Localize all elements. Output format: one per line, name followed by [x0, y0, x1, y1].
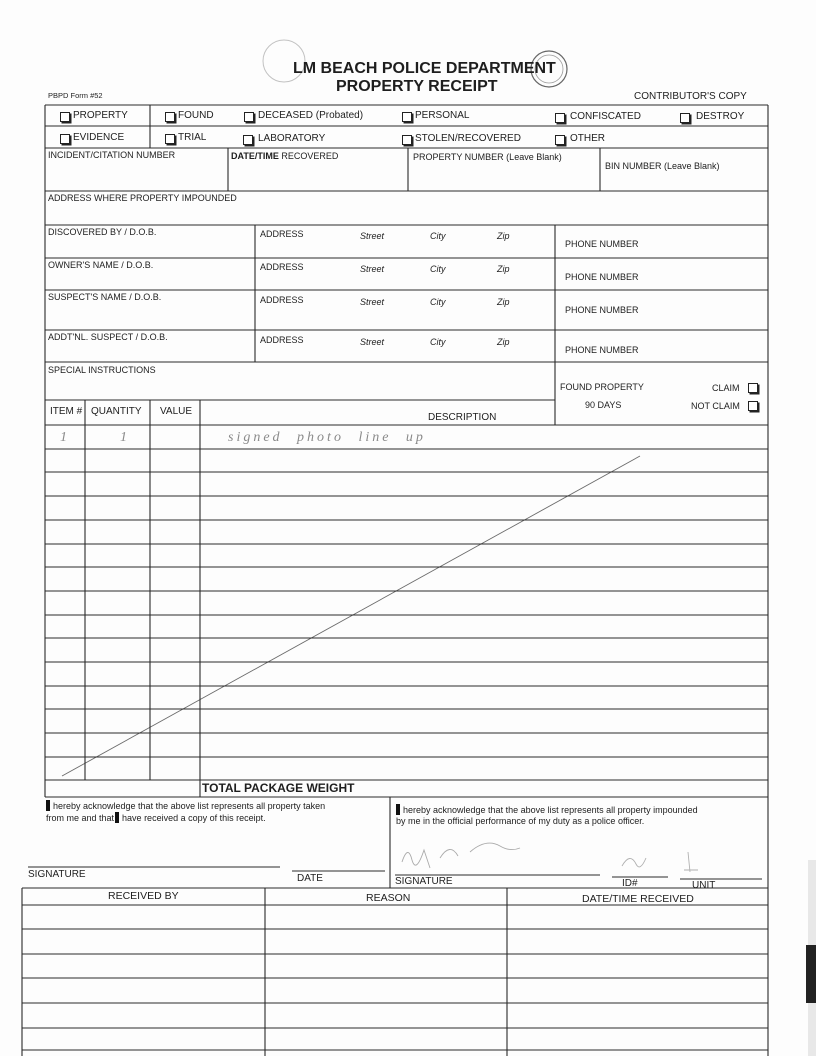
- item-number-header: ITEM #: [50, 406, 83, 417]
- personal-checkbox: [402, 112, 412, 122]
- property-checkbox: [60, 112, 70, 122]
- date-time-recovered-label: [231, 152, 338, 161]
- copy-label: CONTRIBUTOR'S COPY: [634, 91, 747, 102]
- address-label: ADDRESS: [260, 229, 304, 239]
- zip-label: Zip: [497, 264, 510, 274]
- confiscated-checkbox-label: CONFISCATED: [570, 111, 641, 122]
- signature-label: SIGNATURE: [28, 869, 86, 880]
- incident-number-label: INCIDENT/CITATION NUMBER: [48, 150, 176, 160]
- street-label: Street: [360, 297, 385, 307]
- trial-checkbox-label: TRIAL: [178, 132, 207, 143]
- other-checkbox: [555, 135, 565, 145]
- date-time-label: DATE/TIME: [231, 151, 279, 161]
- city-label: City: [430, 231, 446, 241]
- claim-checkbox: [748, 383, 758, 393]
- laboratory-checkbox: [243, 135, 253, 145]
- recovered-label: RECOVERED: [281, 151, 339, 161]
- property-checkbox-label: PROPERTY: [73, 110, 128, 121]
- department-title: LM BEACH POLICE DEPARTMENT: [293, 60, 556, 77]
- value-header: VALUE: [160, 406, 193, 417]
- additional-suspect-label: ADDT'NL. SUSPECT / D.O.B.: [48, 332, 168, 342]
- not-claim-label: NOT CLAIM: [691, 401, 740, 411]
- phone-number-label: PHONE NUMBER: [565, 239, 639, 249]
- zip-label: Zip: [497, 337, 510, 347]
- ninety-days-label: 90 DAYS: [585, 400, 622, 410]
- officer-signature-label: SIGNATURE: [395, 876, 453, 887]
- description-header: DESCRIPTION: [428, 412, 497, 423]
- trial-checkbox: [165, 134, 175, 144]
- phone-number-label: PHONE NUMBER: [565, 305, 639, 315]
- address-label: ADDRESS: [260, 262, 304, 272]
- zip-label: Zip: [497, 231, 510, 241]
- deceased-checkbox: [244, 112, 254, 122]
- evidence-checkbox: [60, 134, 70, 144]
- date-time-received-header: DATE/TIME RECEIVED: [582, 893, 694, 905]
- owner-acknowledgment-line2: [46, 812, 266, 823]
- phone-number-label: PHONE NUMBER: [565, 345, 639, 355]
- date-label: DATE: [297, 873, 323, 884]
- city-label: City: [430, 264, 446, 274]
- claim-label: CLAIM: [712, 383, 740, 393]
- found-checkbox-label: FOUND: [178, 110, 214, 121]
- item-number-value: 1: [60, 430, 67, 445]
- owner-ack-text2b: have received a copy of this receipt.: [122, 813, 266, 823]
- quantity-value: 1: [120, 430, 127, 445]
- owner-ack-text2a: from me and that: [46, 813, 115, 823]
- address-label: ADDRESS: [260, 295, 304, 305]
- letter-i-mark: [46, 800, 50, 811]
- owner-ack-text1: hereby acknowledge that the above list represents all property taken: [53, 801, 326, 811]
- stolen-recovered-checkbox-label: STOLEN/RECOVERED: [415, 133, 521, 144]
- description-value: signed photo line up: [228, 430, 426, 445]
- personal-checkbox-label: PERSONAL: [415, 110, 470, 121]
- id-label: ID#: [622, 878, 638, 889]
- other-checkbox-label: OTHER: [570, 133, 605, 144]
- letter-i-mark: [396, 804, 400, 815]
- laboratory-checkbox-label: LABORATORY: [258, 133, 326, 144]
- discovered-by-label: DISCOVERED BY / D.O.B.: [48, 227, 157, 237]
- destroy-checkbox: [680, 113, 690, 123]
- stolen-recovered-checkbox: [402, 135, 412, 145]
- not-claim-checkbox: [748, 401, 758, 411]
- officer-acknowledgment-line1: [396, 804, 698, 815]
- phone-number-label: PHONE NUMBER: [565, 272, 639, 282]
- suspect-name-label: SUSPECT'S NAME / D.O.B.: [48, 292, 162, 302]
- address-label: ADDRESS: [260, 335, 304, 345]
- total-package-weight-label: TOTAL PACKAGE WEIGHT: [202, 781, 355, 795]
- found-checkbox: [165, 112, 175, 122]
- street-label: Street: [360, 337, 385, 347]
- reason-header: REASON: [366, 892, 411, 904]
- form-title: PROPERTY RECEIPT: [336, 78, 498, 95]
- owner-name-label: OWNER'S NAME / D.O.B.: [48, 260, 154, 270]
- city-label: City: [430, 337, 446, 347]
- property-number-label: PROPERTY NUMBER (Leave Blank): [413, 152, 562, 162]
- deceased-checkbox-label: DECEASED (Probated): [258, 110, 364, 121]
- found-property-label: FOUND PROPERTY: [560, 382, 644, 392]
- confiscated-checkbox: [555, 113, 565, 123]
- evidence-checkbox-label: EVIDENCE: [73, 132, 125, 143]
- owner-acknowledgment-line1: [46, 800, 325, 811]
- street-label: Street: [360, 231, 385, 241]
- city-label: City: [430, 297, 446, 307]
- destroy-checkbox-label: DESTROY: [696, 111, 745, 122]
- address-impounded-label: ADDRESS WHERE PROPERTY IMPOUNDED: [48, 193, 237, 203]
- zip-label: Zip: [497, 297, 510, 307]
- letter-i-mark: [115, 812, 119, 823]
- officer-ack-text1: hereby acknowledge that the above list represents all property impounded: [403, 805, 698, 815]
- special-instructions-label: SPECIAL INSTRUCTIONS: [48, 365, 156, 375]
- bin-number-label: BIN NUMBER (Leave Blank): [605, 161, 720, 171]
- unit-label: UNIT: [692, 880, 716, 891]
- street-label: Street: [360, 264, 385, 274]
- form-number: PBPD Form #52: [48, 91, 103, 100]
- officer-acknowledgment-line2: by me in the official performance of my duty as a police officer.: [396, 816, 645, 826]
- quantity-header: QUANTITY: [91, 406, 142, 417]
- received-by-header: RECEIVED BY: [108, 890, 179, 902]
